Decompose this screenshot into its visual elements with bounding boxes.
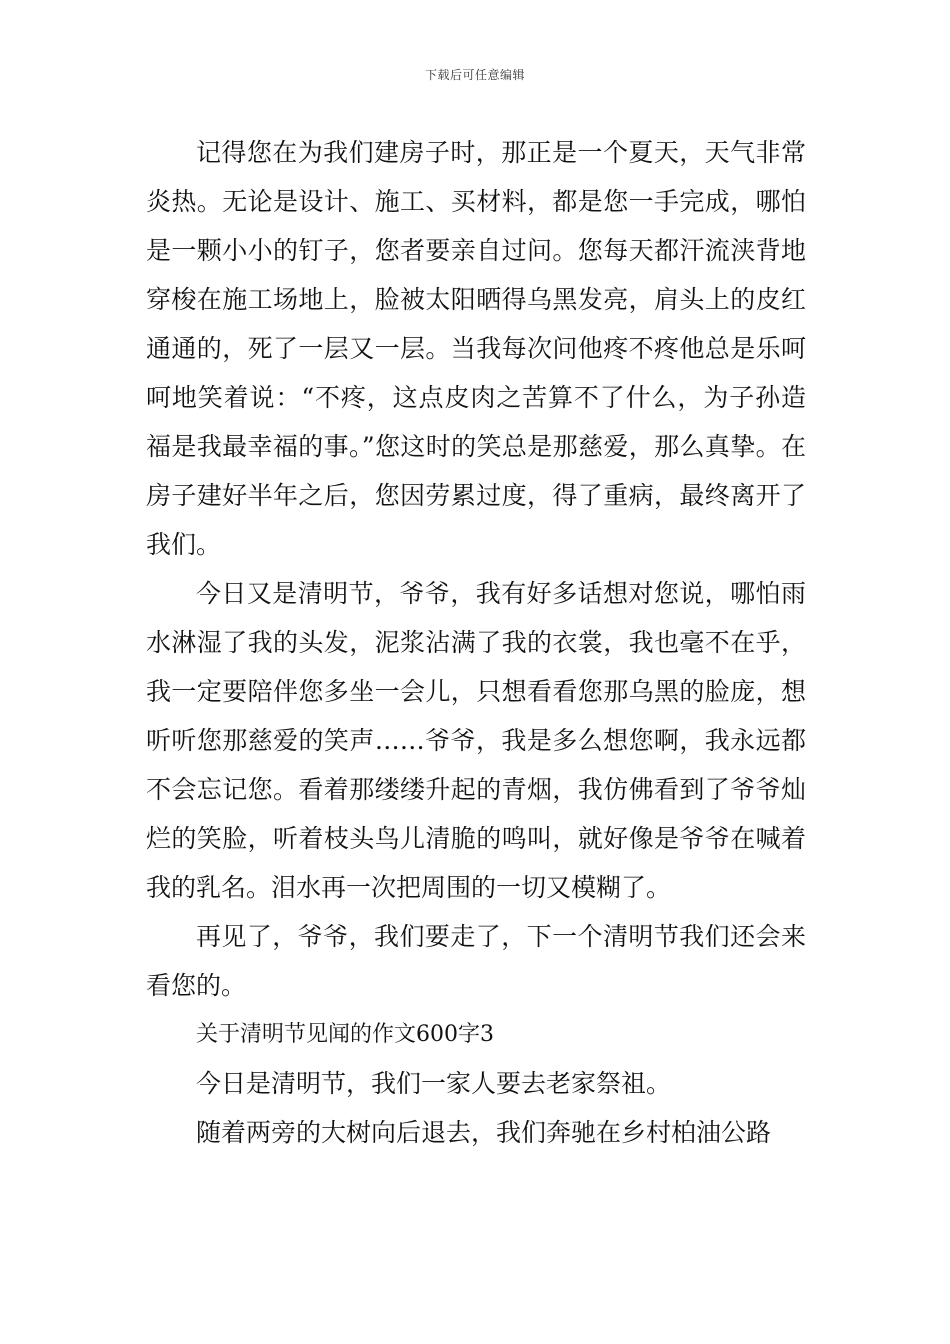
section-title: 关于清明节见闻的作文600字3 bbox=[196, 1022, 494, 1047]
document-body bbox=[146, 128, 806, 1157]
page-header: 下载后可任意编辑 bbox=[424, 68, 525, 82]
paragraph-1: 记得您在为我们建房子时，那正是一个夏天，天气非常炎热。无论是设计、施工、买材料，都是您一手完成，哪怕是一颗小小的钉子，您者要亲自过问。您每天都汗流浃背地穿梭在施工场地上，脸被太阳晒得乌黑发亮，肩头上的皮红通通的，死了一层又一层。当我每次问他疼不疼他总是乐呵呵地笑着说：“不疼，这点皮肉之苦算不了什么，为子孙造福是我最幸福的事。”您这时的笑总是那慈爱，那么真挚。在房子建好半年之后，您因劳累过度，得了重病，最终离开了我们。 bbox=[146, 138, 806, 559]
paragraph-2: 今日又是清明节，爷爷，我有好多话想对您说，哪怕雨水淋湿了我的头发，泥浆沾满了我的衣裳，我也毫不在乎，我一定要陪伴您多坐一会儿，只想看看您那乌黑的脸庞，想听听您那慈爱的笑声……爷爷，我是多么想您啊，我永远都不会忘记您。看着那缕缕升起的青烟，我仿佛看到了爷爷灿烂的笑脸，听着枝头鸟儿清脆的鸣叫，就好像是爷爷在喊着我的乳名。泪水再一次把周围的一切又模糊了。 bbox=[146, 579, 806, 902]
paragraph-4: 今日是清明节，我们一家人要去老家祭祖。 bbox=[196, 1069, 672, 1098]
paragraph-5: 随着两旁的大树向后退去，我们奔驰在乡村柏油公路 bbox=[196, 1118, 772, 1147]
paragraph-3: 再见了，爷爷，我们要走了，下一个清明节我们还会来看您的。 bbox=[146, 922, 806, 1000]
